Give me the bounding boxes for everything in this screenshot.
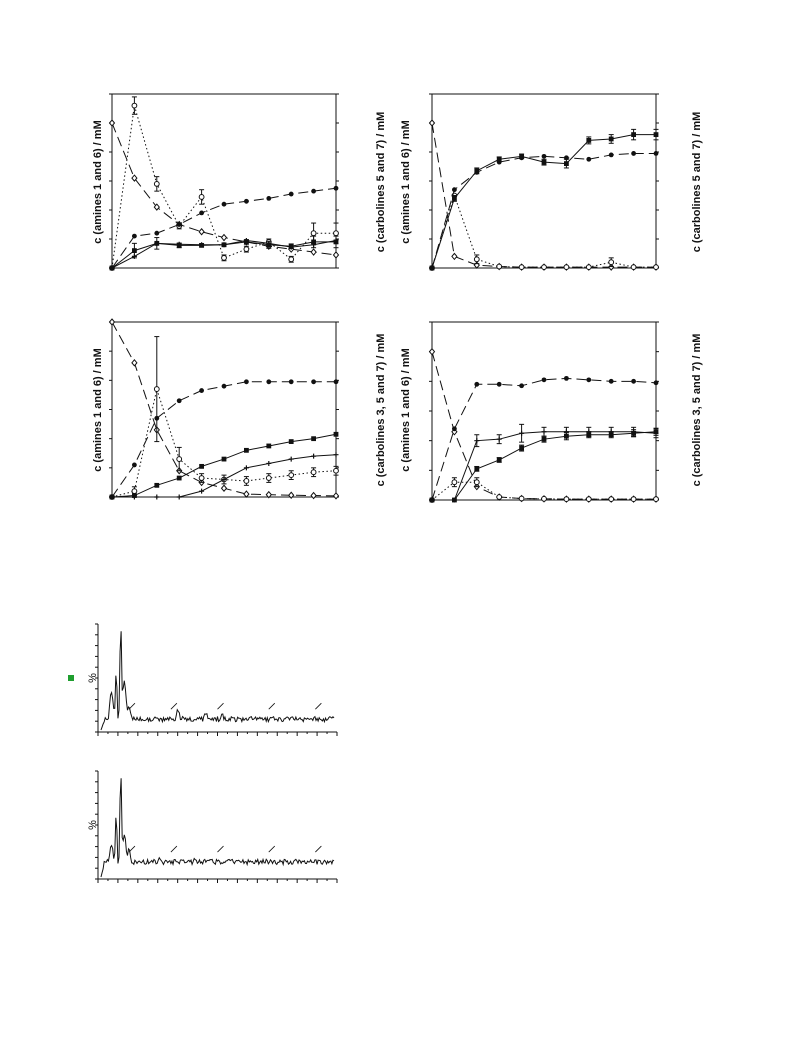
panel-b-series-3-point [564,161,569,166]
panel-c-series-3-point [289,439,294,444]
spectrum-bottom-annotation [269,846,275,852]
panel-c-series-3-point [266,444,271,449]
panel-a-plot [109,94,339,271]
panel-b-series-1-point [474,257,479,262]
panel-d-series-4-point [542,429,547,434]
panel-d-series-2-point [519,383,524,388]
panel-a-series-2-point [177,222,182,227]
panel-a-series-1-point [289,257,294,262]
panel-b-series-1-line [432,196,656,269]
panel-c-series-3-point [244,448,249,453]
panel-d-series-4-point [519,431,524,436]
panel-a-series-1-point [154,182,159,187]
panel-a-series-2-point [289,192,294,197]
panel-c-series-3-point [334,432,339,437]
panel-c-series-1-point [311,470,316,475]
panel-c-series-1-point [199,476,204,481]
spectrum-bottom-trace [101,778,334,877]
panel-d-series-2-point [542,377,547,382]
panel-b-series-1-point [497,264,502,269]
panel-c-series-4-point [266,461,271,466]
panel-b-series-3-point [452,196,457,201]
panel-d-series-1-point [497,495,502,500]
panel-b-series-3-point [474,168,479,173]
panel-c-series-0-point [334,493,339,499]
spectrum-top-trace [101,631,334,730]
panel-d-series-2-point [586,377,591,382]
panel-c-series-0-line [112,322,336,496]
panel-b-series-2-point [609,153,614,158]
panel-c-series-4-point [334,452,339,457]
panel-c-series-2-point [266,379,271,384]
panel-d-series-2-point [654,380,659,385]
panel-c-series-4-point [311,454,316,459]
panel-c-plot [109,319,339,500]
panel-c-series-1-point [334,468,339,473]
panel-b-series-2-point [631,151,636,156]
panel-d-series-1-point [519,496,524,501]
panel-d-series-1-point [542,496,547,501]
panel-a-series-0-point [311,249,316,255]
panel-d-series-2-point [631,379,636,384]
panel-a-series-1-point [311,231,316,236]
panel-a-series-2-point [311,189,316,194]
spectrum-bottom-annotation [171,846,177,852]
panel-b-series-1-point [542,265,547,270]
panel-a-series-2-point [334,186,339,191]
panel-d-series-1-point [631,497,636,502]
panel-a-series-1-point [222,255,227,260]
panel-a-series-2-point [222,202,227,207]
panel-b-series-0-line [432,123,656,267]
panel-d-series-1-point [609,497,614,502]
panel-c-series-4-point [177,495,182,500]
panel-d-series-2-point [497,382,502,387]
panel-c-series-1-point [289,473,294,478]
panel-c-series-2-point [311,379,316,384]
panel-c-series-0-point [244,491,249,497]
panel-c-series-4-point [289,457,294,462]
panel-b-ylabel: c (amines 1 and 6) / mM [400,120,412,244]
panel-c-series-0-point [311,493,316,499]
panel-c-ylabel: c (amines 1 and 6) / mM [92,348,104,472]
panel-c-series-2-point [154,416,159,421]
panel-d-y2label: c (carbolines 3, 5 and 7) / mM [691,333,703,487]
panel-c-y2label: c (carbolines 3, 5 and 7) / mM [375,333,387,487]
panel-d-series-1-point [654,497,659,502]
panel-d-series-3-point [542,437,547,442]
panel-b-series-1-point [654,265,659,270]
panel-c-series-2-point [132,463,137,468]
panel-d-series-1-point [452,480,457,485]
panel-b-series-3-point [631,132,636,137]
spectrum-top-annotation [129,703,135,709]
panel-c-series-4-point [244,465,249,470]
spectrum-top-annotation [171,703,177,709]
panel-a-series-2-point [266,196,271,201]
panel-a-ylabel: c (amines 1 and 6) / mM [92,120,104,244]
panel-d-ylabel: c (amines 1 and 6) / mM [400,348,412,472]
panel-c-series-2-point [334,379,339,384]
panel-c-series-2-point [289,379,294,384]
panel-c-series-3-point [154,483,159,488]
panel-a-series-0-point [110,120,115,126]
panel-d-series-4-point [564,429,569,434]
panel-a-y2label: c (carbolines 5 and 7) / mM [375,111,387,253]
panel-b-series-1-point [564,265,569,270]
panel-c-series-2-point [199,388,204,393]
panel-c-series-3-point [199,464,204,469]
panel-b-series-3-point [654,132,659,137]
panel-b-plot [429,94,659,270]
panel-d-series-2-point [564,376,569,381]
panel-b-series-1-point [631,265,636,270]
spectrum-top-annotation [269,703,275,709]
panel-c-series-0-point [132,360,137,366]
panel-c-series-3-point [177,476,182,481]
panel-b-series-3-point [609,137,614,142]
panel-c-series-3-point [311,436,316,441]
panel-b-series-2-point [586,157,591,162]
panel-d-series-3-point [519,446,524,451]
panel-c-series-1-point [132,489,137,494]
panel-b-series-2-point [452,187,457,192]
panel-c-series-4-point [199,489,204,494]
panel-a-series-1-point [334,231,339,236]
spectrum-bottom-annotation [129,846,135,852]
panel-a-series-3-point [132,248,137,253]
panel-d-series-0-line [432,352,656,499]
panel-b-series-1-point [609,260,614,265]
panel-a-series-2-point [199,211,204,216]
panel-a-series-0-point [334,252,339,258]
panel-a-series-1-point [199,195,204,200]
panel-c-series-2-point [177,398,182,403]
panel-a-series-1-point [244,247,249,252]
panel-d-series-3-point [497,458,502,463]
panel-c-series-2-point [244,379,249,384]
panel-b-series-2-point [542,154,547,159]
panel-b-series-1-point [519,265,524,270]
panel-b-series-3-point [542,160,547,165]
panel-d-series-4-point [474,438,479,443]
spectrum-bottom-plot [95,771,337,883]
panel-b-series-2-line [432,153,656,268]
panel-c-series-2-point [222,384,227,389]
panel-c-series-0-point [222,485,227,491]
panel-d-series-1-point [564,497,569,502]
panel-d-series-0-point [430,349,435,355]
panel-c-series-4-point [154,495,159,500]
panel-b-y2label: c (carbolines 5 and 7) / mM [691,111,703,253]
spectrum-top-annotation [218,703,224,709]
spectrum-top-annotation [315,703,321,709]
panel-d-series-1-point [474,480,479,485]
panel-d-series-1-point [586,497,591,502]
panel-b-series-1-point [586,265,591,270]
panel-d-plot [429,322,659,503]
panel-a-series-2-point [154,231,159,236]
panel-b-series-3-point [497,157,502,162]
panel-c-series-3-point [222,457,227,462]
panel-a-series-0-point [199,229,204,235]
panel-b-series-3-point [519,154,524,159]
panel-d-series-2-point [474,382,479,387]
panel-c-series-1-point [266,476,271,481]
spectrum-bottom-annotation [315,846,321,852]
panel-a-series-2-point [132,234,137,239]
panel-b-series-2-point [654,151,659,156]
spectrum-top-plot [95,624,337,736]
panel-b-series-3-point [430,266,435,271]
spectrum-top-ylabel: % [87,673,99,683]
spectrum-bottom-annotation [218,846,224,852]
panel-a-series-0-point [222,235,227,241]
panel-b-series-3-point [586,138,591,143]
spectrum-bottom-ylabel: % [87,820,99,830]
green-square-marker [68,675,74,681]
panel-c-series-1-point [177,457,182,462]
panel-b-series-0-point [430,120,435,126]
panel-b-series-0-point [452,253,457,259]
panel-d-series-2-point [609,379,614,384]
panel-a-series-2-point [244,199,249,204]
panel-c-series-0-point [110,319,115,325]
panel-d-series-3-point [474,466,479,471]
panel-a-series-1-point [132,103,137,108]
panel-d-series-4-point [497,437,502,442]
panel-c-series-1-point [244,479,249,484]
panel-d-series-2-point [452,426,457,431]
panel-c-series-1-point [154,387,159,392]
